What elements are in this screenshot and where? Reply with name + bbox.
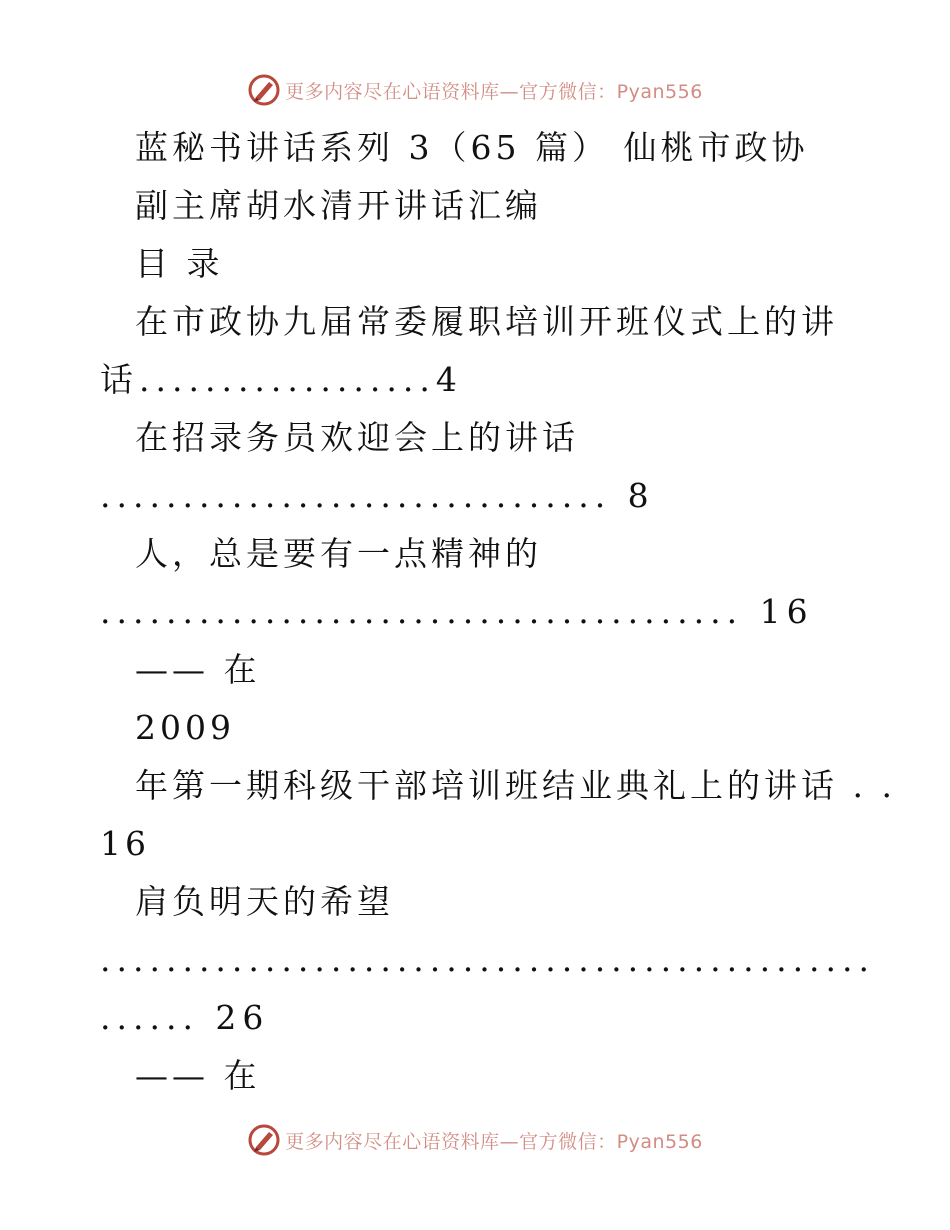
pen-logo-icon bbox=[247, 73, 281, 107]
toc-entry-3-leader: ....................................... 16 bbox=[100, 592, 814, 631]
footer-watermark-banner bbox=[0, 1120, 950, 1160]
toc-entry-4-leader: ............................................... bbox=[100, 940, 876, 979]
document-title-line-1: 蓝秘书讲话系列 3（65 篇） 仙桃市政协 bbox=[135, 128, 809, 167]
watermark-text: 更多内容尽在心语资料库—官方微信：Pyan556 bbox=[285, 1130, 703, 1153]
toc-entry-3-page-number: 16 bbox=[100, 824, 150, 863]
toc-entry-2-title: 在招录务员欢迎会上的讲话 bbox=[135, 418, 579, 457]
header-watermark-banner bbox=[0, 70, 950, 110]
toc-entry-3-title: 人，总是要有一点精神的 bbox=[135, 534, 542, 573]
toc-entry-1-leader: 话..................4 bbox=[100, 360, 463, 399]
toc-entry-4-subtitle-dash: —— 在 bbox=[135, 1056, 261, 1095]
toc-entry-3-subtitle-text: 年第一期科级干部培训班结业典礼上的讲话 . . bbox=[135, 766, 896, 805]
toc-entry-3-subtitle-dash: —— 在 bbox=[135, 650, 261, 689]
pen-logo-icon bbox=[247, 1123, 281, 1157]
document-title-line-2: 副主席胡水清开讲话汇编 bbox=[135, 186, 542, 225]
toc-entry-1-title: 在市政协九届常委履职培训开班仪式上的讲 bbox=[135, 302, 838, 341]
watermark-text: 更多内容尽在心语资料库—官方微信：Pyan556 bbox=[285, 80, 703, 103]
toc-entry-2-leader: ............................... 8 bbox=[100, 476, 655, 515]
toc-entry-4-leader-continued: ...... 26 bbox=[100, 998, 270, 1037]
toc-heading: 目 录 bbox=[135, 244, 224, 283]
toc-entry-4-title: 肩负明天的希望 bbox=[135, 882, 394, 921]
toc-entry-3-subtitle-year: 2009 bbox=[135, 708, 235, 747]
